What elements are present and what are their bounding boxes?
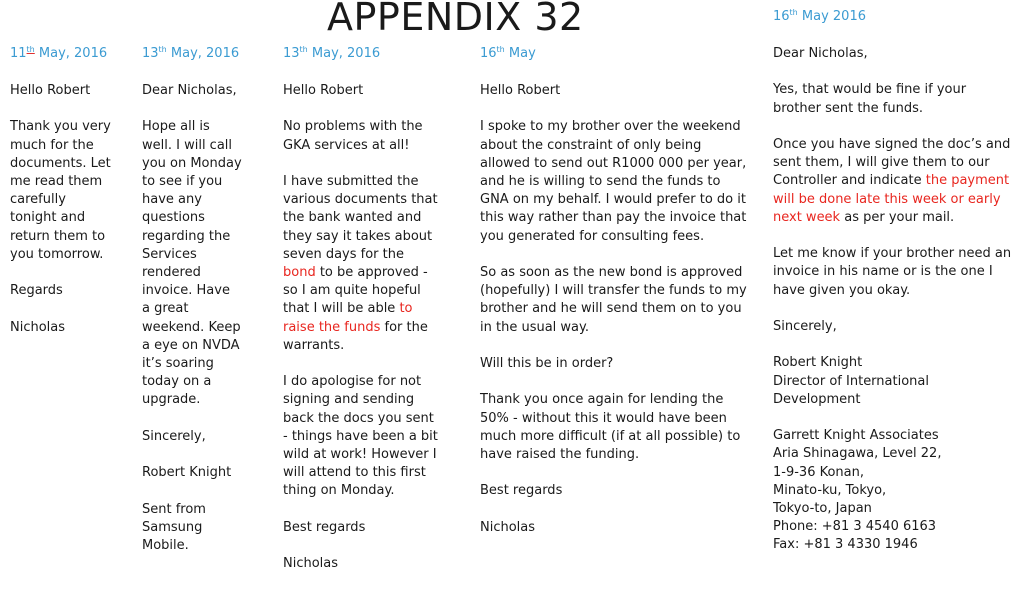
date-suffix: th — [158, 45, 167, 54]
message-date — [10, 45, 107, 63]
date-rest: May, 2016 — [166, 46, 240, 61]
message-paragraph — [10, 118, 114, 264]
message-date — [142, 45, 239, 63]
message-text: Nicholas — [480, 519, 536, 535]
date-day: 16 — [480, 46, 497, 61]
highlighted-text: bond — [283, 265, 316, 280]
message-text: Phone: +81 3 4540 6163 — [773, 519, 937, 535]
message-text: Yes, that would be fine if your brother sent the funds. — [773, 82, 967, 116]
message-text: Nicholas — [10, 319, 66, 335]
date-rest: May 2016 — [797, 9, 866, 24]
date-suffix: th — [496, 45, 505, 54]
message-paragraph — [480, 391, 750, 464]
date-day: 11 — [10, 46, 27, 61]
message-body — [142, 82, 242, 573]
message-text: Dear Nicholas, — [773, 46, 868, 61]
highlighted-text: the payment will be done late this week or early next week — [773, 173, 1010, 225]
message-date — [480, 45, 536, 63]
message-body — [480, 82, 750, 555]
message-text: Robert Knight — [142, 465, 232, 481]
message-text: Hello Robert — [283, 83, 364, 98]
message-body — [10, 82, 114, 355]
message-text: Hello Robert — [480, 83, 561, 98]
message-text: for the warrants. — [283, 319, 428, 353]
date-day: 13 — [283, 46, 300, 61]
message-paragraph — [142, 501, 242, 556]
date-day: 13 — [142, 46, 159, 61]
message-text: I do apologise for not signing and sending back the docs you sent - things have been a bit wild at work! However I will attend to this first thing on Monday. — [283, 374, 438, 499]
message-text: Best regards — [283, 519, 366, 535]
message-text: So as soon as the new bond is approved (hopefully) I will transfer the funds to my brother and he will send them on to you in the usual way. — [480, 265, 747, 335]
message-paragraph — [283, 82, 439, 100]
message-text: Garrett Knight Associates — [773, 428, 939, 444]
message-text: Minato-ku, Tokyo, — [773, 482, 887, 498]
message-paragraph — [773, 245, 1013, 300]
message-text: to be approved - so I am quite hopeful that I will be able — [283, 265, 428, 317]
message-paragraph — [283, 118, 439, 154]
message-paragraph — [773, 318, 1013, 336]
message-text: Sincerely, — [773, 318, 837, 334]
message-paragraph — [142, 118, 242, 409]
message-text: Sincerely, — [142, 428, 206, 444]
message-paragraph — [773, 45, 1013, 63]
message-paragraph — [480, 82, 750, 100]
message-text: No problems with the GKA services at all! — [283, 119, 423, 153]
message-paragraph — [10, 282, 114, 300]
message-text: Nicholas — [283, 556, 339, 572]
message-paragraph — [283, 555, 439, 573]
message-paragraph — [480, 264, 750, 337]
message-date — [283, 45, 380, 63]
message-text: I spoke to my brother over the weekend about the constraint of only being allowed to send out R1000 000 per year, and he is willing to send the funds to GNA on my behalf. I would prefer to do it this way rather than pay the invoice that you generated for consulting fees. — [480, 119, 747, 244]
message-paragraph — [283, 173, 439, 355]
message-text: Tokyo-to, Japan — [773, 500, 872, 516]
message-paragraph — [480, 482, 750, 500]
message-paragraph — [773, 81, 1013, 117]
date-suffix: th — [299, 45, 308, 54]
date-day: 16 — [773, 9, 790, 24]
page-title: APPENDIX 32 — [327, 0, 584, 39]
date-rest: May — [504, 46, 536, 61]
message-text: Best regards — [480, 483, 563, 499]
message-text: Let me know if your brother need an invoice in his name or is the one I have given you okay. — [773, 246, 1012, 298]
message-text: Fax: +81 3 4330 1946 — [773, 537, 918, 553]
message-paragraph — [283, 519, 439, 537]
message-paragraph — [773, 354, 1013, 409]
date-suffix: th — [26, 45, 35, 54]
message-paragraph — [10, 319, 114, 337]
message-text: Aria Shinagawa, Level 22, — [773, 446, 942, 462]
date-rest: May, 2016 — [307, 46, 381, 61]
message-text: Once you have signed the doc’s and sent them, I will give them to our Controller and indicate — [773, 136, 1011, 189]
message-text: Will this be in order? — [480, 356, 614, 371]
message-text: Hello Robert — [10, 83, 91, 98]
message-text: Regards — [10, 283, 63, 299]
message-date — [773, 8, 866, 26]
message-text: 1-9-36 Konan, — [773, 464, 865, 480]
message-paragraph — [283, 373, 439, 500]
message-text: Sent from Samsung Mobile. — [142, 501, 206, 554]
message-text: Thank you very much for the documents. Let me read them carefully tonight and return them to you tomorrow. — [10, 119, 111, 262]
message-paragraph — [142, 428, 242, 446]
message-text: Hope all is well. I will call you on Monday to see if you have any questions regarding the Services rendered invoice. Have a great weekend. Keep a eye on NVDA it’s soaring today on a upgrade. — [142, 119, 242, 408]
message-text: as per your mail. — [840, 209, 955, 225]
message-paragraph — [142, 82, 242, 100]
message-paragraph — [773, 136, 1013, 227]
message-text: Thank you once again for lending the 50% - without this it would have been much more difficult (if at all possible) to have raised the funding. — [480, 392, 741, 462]
message-paragraph — [773, 427, 1013, 554]
message-text: I have submitted the various documents that the bank wanted and they say it takes about seven days for the — [283, 173, 438, 262]
message-paragraph — [480, 519, 750, 537]
highlighted-text: to raise the funds — [283, 301, 413, 335]
message-body — [283, 82, 439, 592]
message-body — [773, 45, 1013, 573]
date-suffix: th — [789, 8, 798, 17]
message-paragraph — [480, 355, 750, 373]
message-text: Dear Nicholas, — [142, 83, 237, 98]
message-paragraph — [480, 118, 750, 245]
message-text: Director of International Development — [773, 373, 929, 407]
message-paragraph — [142, 464, 242, 482]
date-rest: May, 2016 — [34, 46, 108, 61]
message-paragraph — [10, 82, 114, 100]
message-text: Robert Knight — [773, 355, 863, 371]
